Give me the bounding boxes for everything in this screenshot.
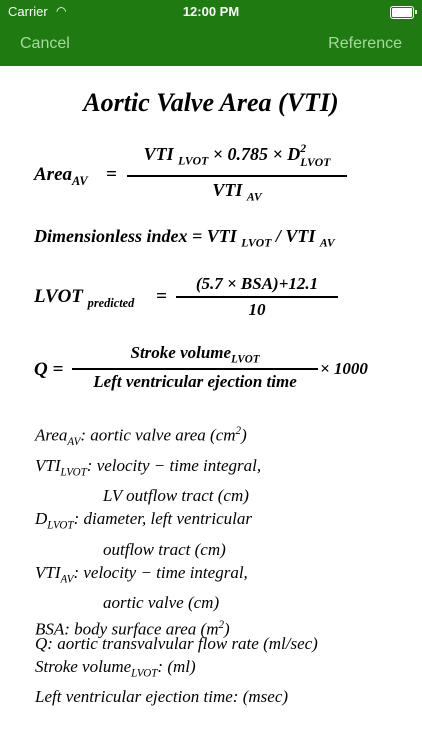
definition-vti-av: $VTI_{AV}$: velocity − time integral, [35,562,248,586]
definition-vti-lvot-cont: LV outflow tract (cm) [103,486,249,506]
wifi-icon: ◠ [56,4,67,18]
eq4-denominator: Left ventricular ejection time [93,372,297,391]
eq3-equals: = [156,286,167,307]
definitions-flow-list [35,632,318,708]
eq4-numerator: Stroke volume$_{LVOT}$ [130,343,260,366]
status-time: 12:00 PM [182,4,240,19]
eq1-fraction-line [127,175,347,177]
definition-vti-av-cont: aortic valve (cm) [103,593,220,613]
definition-q: Q: aortic transvalvular flow rate (ml/sec) [35,634,318,653]
cancel-button[interactable]: Cancel [20,35,70,52]
definitions-list [35,420,261,641]
definition-vti-lvot: $VTI_{LVOT}$: velocity − time integral, [35,456,262,479]
reference-button[interactable]: Reference [328,35,402,52]
status-bar [0,0,422,24]
definition-stroke-volume: Stroke volume$_{LVOT}$: (ml) [35,657,196,680]
eq1-lhs: Area$_{AV}$ [34,164,88,188]
navigation-bar [0,24,422,66]
definition-ejection-time: Left ventricular ejection time: (msec) [35,687,289,707]
eq3-numerator: (5.7 × BSA)+12.1 [195,274,319,293]
carrier-label: Carrier [8,4,48,19]
eq3-fraction-line [176,296,338,298]
eq1-denominator: VTI $_{AV}$ [212,180,262,204]
eq4-fraction-line [72,368,318,370]
eq4-lhs: Q = [34,359,64,380]
eq1-numerator: VTI $_{LVOT}$ × 0.785 × D 2 LVOT [143,142,331,169]
eq4-multiplier: × 1000 [320,359,368,378]
equation-dimensionless-index: Dimensionless index = VTI $_{LVOT}$ / VTI $_{AV}$ [34,226,335,250]
definition-area-av: Area$_{AV}$: aortic valve area $(cm^2)$ [35,425,247,449]
definition-bsa: BSA: body surface area $(m^2)$ [35,619,230,639]
definition-d-lvot-cont: outflow tract (cm) [103,539,226,559]
eq1-equals: = [106,164,117,185]
battery-icon [390,6,414,19]
page-title: Aortic Valve Area (VTI) [83,88,339,117]
definition-d-lvot: $D_{LVOT}$: diameter, left ventricular [35,509,253,532]
eq3-denominator: 10 [248,300,266,319]
eq3-lhs: LVOT $_{predicted}$ [34,286,135,310]
